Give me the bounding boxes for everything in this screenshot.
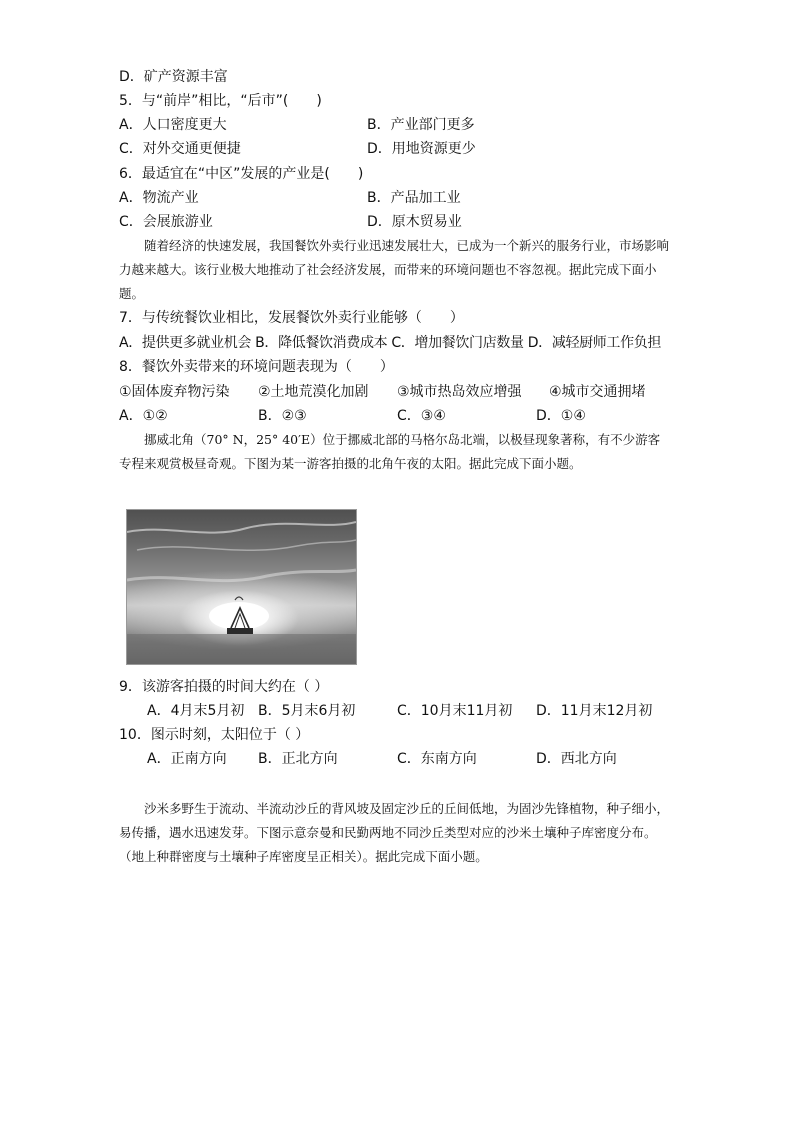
q10-option-b: B．正北方向 xyxy=(258,751,338,767)
q5-stem: 5．与“前岸”相比，“后市”( ) xyxy=(119,93,322,109)
q10-option-a: A．正南方向 xyxy=(147,751,227,767)
q6-option-c: C．会展旅游业 xyxy=(119,214,213,230)
q6-option-d: D．原木贸易业 xyxy=(367,214,462,230)
q10-stem: 10．图示时刻，太阳位于（ ） xyxy=(119,727,310,743)
passage-sand-rice xyxy=(119,797,672,869)
q7-stem: 7．与传统餐饮业相比，发展餐饮外卖行业能够（ ） xyxy=(119,310,464,326)
q9-option-a: A．4月末5月初 xyxy=(147,703,245,719)
q6-stem: 6．最适宜在“中区”发展的产业是( ) xyxy=(119,166,364,182)
passage-sand-rice-text: 沙米多野生于流动、半流动沙丘的背风坡及固定沙丘的丘间低地，为固沙先锋植物，种子细小，易传播，遇水迅速发芽。下图示意奈曼和民勤两地不同沙丘类型对应的沙米土壤种子库密度分布。（地上种群密度与土壤种子库密度呈正相关）。据此完成下面小题。 xyxy=(119,801,670,864)
q5-option-a: A．人口密度更大 xyxy=(119,117,227,133)
q8-stem: 8．餐饮外卖带来的环境问题表现为（ ） xyxy=(119,359,394,375)
q8-option-a: A．①② xyxy=(119,408,168,424)
q8-option-c: C．③④ xyxy=(397,408,446,424)
q9-option-d: D．11月末12月初 xyxy=(536,703,653,719)
q8-option-b: B．②③ xyxy=(258,408,307,424)
q8-item-2: ②土地荒漠化加剧 xyxy=(258,384,369,400)
q5-option-d: D．用地资源更少 xyxy=(367,141,476,157)
q8-option-d: D．①④ xyxy=(536,408,586,424)
passage-north-cape-text: 挪威北角（70° N，25° 40′E）位于挪威北部的马格尔岛北端，以极昼现象著称，有不少游客专程来观赏极昼奇观。下图为某一游客拍摄的北角午夜的太阳。据此完成下面小题。 xyxy=(119,432,661,471)
q4-option-d: D．矿产资源丰富 xyxy=(119,69,228,85)
q7-options: A．提供更多就业机会 B．降低餐饮消费成本 C．增加餐饮门店数量 D．减轻厨师工作负担 xyxy=(119,335,662,351)
q9-stem: 9．该游客拍摄的时间大约在（ ） xyxy=(119,679,329,695)
q6-option-b: B．产品加工业 xyxy=(367,190,461,206)
midnight-sun-image xyxy=(127,510,356,664)
north-cape-midnight-sun-photo xyxy=(126,509,357,665)
passage-food-delivery-text: 随着经济的快速发展，我国餐饮外卖行业迅速发展壮大，已成为一个新兴的服务行业，市场影响力越来越大。该行业极大地推动了社会经济发展，而带来的环境问题也不容忽视。据此完成下面小题。 xyxy=(119,238,670,301)
passage-food-delivery xyxy=(119,234,672,306)
q8-item-4: ④城市交通拥堵 xyxy=(549,384,646,400)
q9-option-b: B．5月末6月初 xyxy=(258,703,356,719)
q6-option-a: A．物流产业 xyxy=(119,190,199,206)
q8-item-3: ③城市热岛效应增强 xyxy=(397,384,522,400)
q5-option-c: C．对外交通更便捷 xyxy=(119,141,241,157)
q5-option-b: B．产业部门更多 xyxy=(367,117,475,133)
q8-item-1: ①固体废弃物污染 xyxy=(119,384,230,400)
q9-option-c: C．10月末11月初 xyxy=(397,703,513,719)
passage-north-cape xyxy=(119,428,672,476)
q10-option-c: C．东南方向 xyxy=(397,751,477,767)
q10-option-d: D．西北方向 xyxy=(536,751,617,767)
